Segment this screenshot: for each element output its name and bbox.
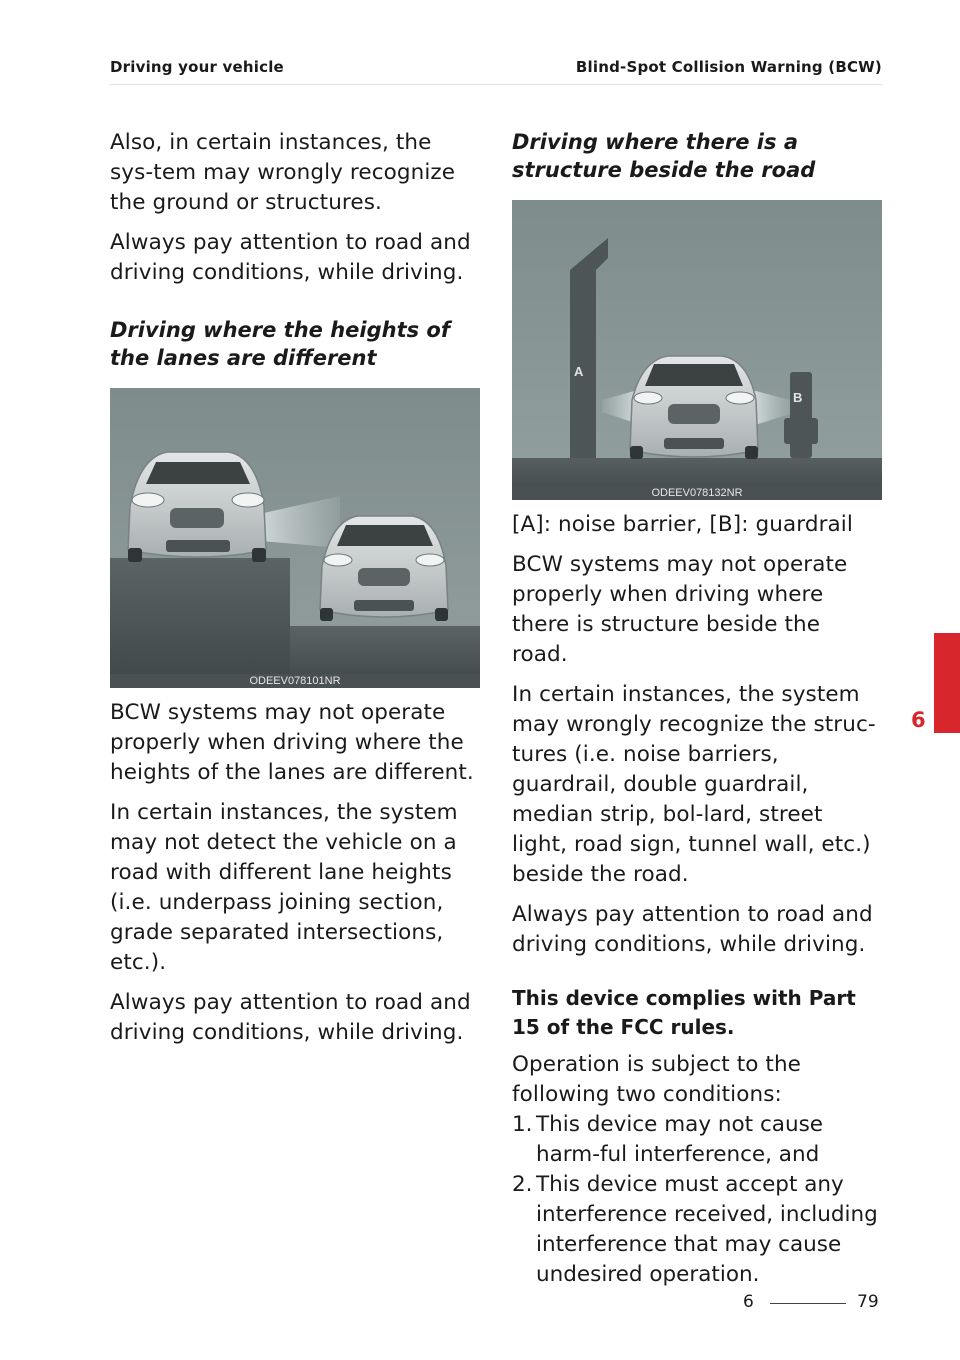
left-column bbox=[110, 128, 480, 1058]
paragraph-lane-heights-1: BCW systems may not operate properly when driving where the heights of the lanes are different. bbox=[110, 700, 474, 785]
lane-heights-illustration bbox=[110, 388, 480, 688]
figure-structure bbox=[512, 200, 882, 500]
figure-lane-heights bbox=[110, 388, 480, 688]
section-heading-lane-heights: Driving where the heights of the lanes are different bbox=[110, 318, 450, 370]
paragraph-lane-heights-2: In certain instances, the system may not detect the vehicle on a road with different lane heights (i.e. underpass joining section, grade separated intersections, etc.). bbox=[110, 800, 458, 975]
paragraph-structure-2: In certain instances, the system may wrongly recognize the struc-tures (i.e. noise barriers, guardrail, double guardrail, median strip, bol-lard, street light, road sign, tunnel wall, etc.) beside the road. bbox=[512, 682, 876, 887]
paragraph-structure-1: BCW systems may not operate properly when driving where there is structure beside the road. bbox=[512, 552, 848, 667]
fcc-conditions-list bbox=[512, 1110, 882, 1290]
running-header-right: Blind-Spot Collision Warning (BCW) bbox=[575, 58, 882, 76]
paragraph-lane-heights-3: Always pay attention to road and driving conditions, while driving. bbox=[110, 990, 471, 1045]
chapter-tab-number: 6 bbox=[911, 708, 926, 732]
figure-code: ODEEV078101NR bbox=[110, 674, 480, 688]
paragraph-structure-3: Always pay attention to road and driving conditions, while driving. bbox=[512, 902, 873, 957]
list-item-number: 1. bbox=[512, 1112, 533, 1137]
intro-paragraph-1: Also, in certain instances, the sys-tem may wrongly recognize the ground or structures. bbox=[110, 130, 456, 215]
list-item bbox=[512, 1170, 882, 1290]
structure-illustration bbox=[512, 200, 882, 500]
figure-code: ODEEV078132NR bbox=[512, 486, 882, 500]
list-item-text: This device may not cause harm-ful interference, and bbox=[536, 1112, 823, 1167]
list-item-number: 2. bbox=[512, 1172, 533, 1197]
chapter-tab bbox=[934, 633, 960, 733]
list-item bbox=[512, 1110, 882, 1170]
fcc-heading: This device complies with Part 15 of the FCC rules. bbox=[512, 986, 856, 1039]
list-item-text: This device must accept any interference received, including interference that may cause undesired operation. bbox=[536, 1172, 878, 1287]
footer-chapter-number: 6 bbox=[743, 1292, 754, 1312]
section-heading-structure: Driving where there is a structure beside the road bbox=[512, 130, 816, 182]
footer-page-number: 79 bbox=[857, 1292, 879, 1312]
label-b: B bbox=[793, 390, 803, 405]
right-column bbox=[512, 128, 882, 1290]
fcc-intro: Operation is subject to the following two conditions: bbox=[512, 1052, 802, 1107]
running-header-left: Driving your vehicle bbox=[110, 58, 284, 76]
intro-paragraph-2: Always pay attention to road and driving conditions, while driving. bbox=[110, 230, 471, 285]
header-divider bbox=[110, 84, 882, 85]
figure-caption: [A]: noise barrier, [B]: guardrail bbox=[512, 512, 853, 537]
label-a: A bbox=[574, 364, 584, 379]
footer-divider bbox=[770, 1303, 846, 1304]
